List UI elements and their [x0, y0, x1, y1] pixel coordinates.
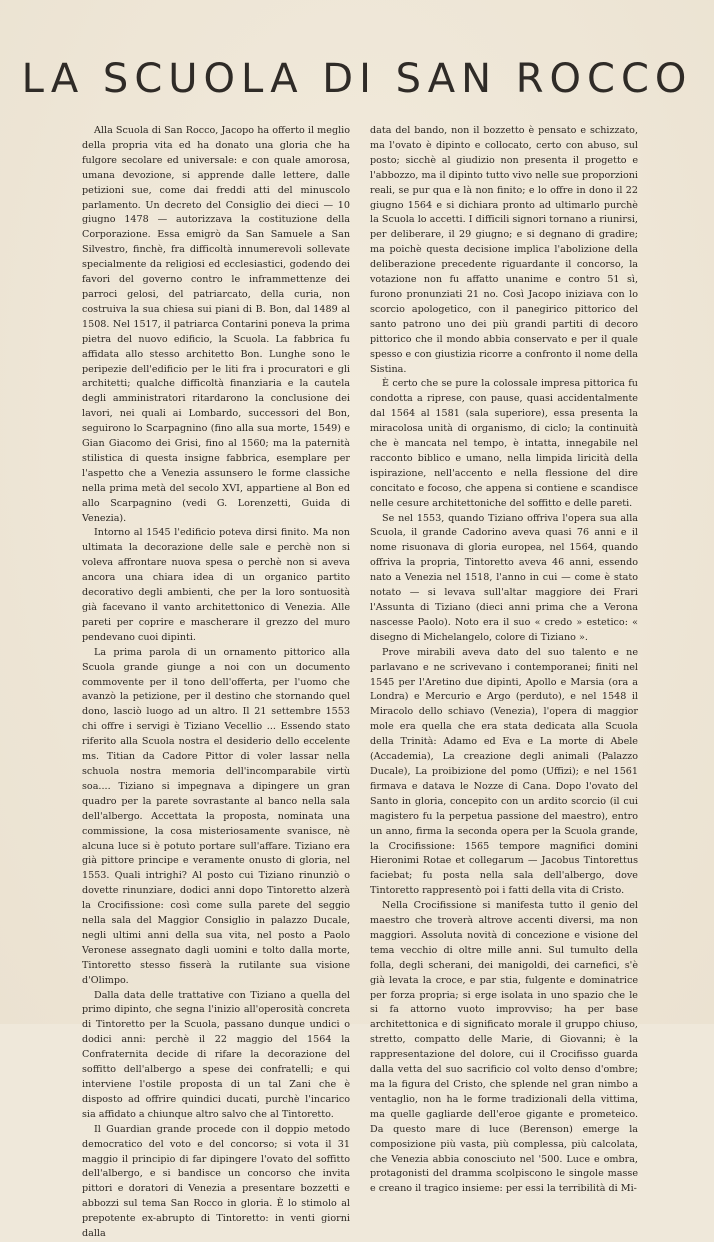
paragraph: Se nel 1553, quando Tiziano offriva l'opera sua alla Scuola, il grande Cadorino aveva quasi 76 anni e il nome risuonava di gloria europea, nel 1564, quando offriva la propria, Tintoretto aveva 46 anni, essendo nato a Venezia nel 1518, l'anno in cui — come è stato notato — si levava sull'altar maggiore dei Frari l'Assunta di Tiziano (dieci anni prima che a Verona nascesse Paolo). Noto era il suo « credo » estetico: « disegno di Michelangelo, colore di Tiziano ». [370, 512, 638, 643]
text-column-left [82, 124, 350, 1240]
paragraph: Alla Scuola di San Rocco, Jacopo ha offerto il meglio della propria vita ed ha donato una gloria che ha fulgore secolare ed universale: e con quale amorosa, umana devozione, si apprende dalle lettere, dalle petizioni sue, come dai freddi atti del minuscolo parlamento. Un decreto del Consiglio dei dieci — 10 giugno 1478 — autorizzava la costituzione della Corporazione. Essa emigrò da San Samuele a San Silvestro, finchè, fra difficoltà innumerevoli sollevate specialmente da religiosi ed ecclesiastici, godendo dei favori del governo contro le inframmettenze dei parroci gelosi, del patriarcato, della curia, non costruiva la sua chiesa sui piani di B. Bon, dal 1489 al 1508. Nel 1517, il patriarca Contarini poneva la prima pietra del nuovo edificio, la Scuola. La fabbrica fu affidata allo stesso architetto Bon. Lunghe sono le peripezie dell'edificio per le liti fra i procuratori e gli architetti; qualche difficoltà finanziaria e la cautela degli amministratori ritardarono la conclusione dei lavori, nei quali ai Lombardo, successori del Bon, seguirono lo Scarpagnino (fino alla sua morte, 1549) e Gian Giacomo dei Grisi, fino al 1560; ma la paternità stilistica di questa insigne fabbrica, esemplare per l'aspetto che a Venezia assunsero le forme classiche nella prima metà del secolo XVI, appartiene al Bon ed allo Scarpagnino (vedi G. Lorenzetti, Guida di Venezia). [82, 125, 350, 524]
paragraph: La prima parola di un ornamento pittorico alla Scuola grande giunge a noi con un documento commovente per il tono dell'offerta, per l'uomo che avanzò la petizione, per il destino che stornando quel dono, lasciò luogo ad un altro. Il 21 settembre 1553 chi offre i servigi è Tiziano Vecellio ... Essendo stato riferito alla Scuola nostra el desiderio dello eccelente ms. Titian da Cadore Pittor di voler lassar nella schuola nostra memoria dell'incomparabile virtù soa.... Tiziano si impegnava a dipingere un gran quadro per la parete sovrastante al banco nella sala dell'albergo. Accettata la proposta, nominata una commissione, la cosa misteriosamente svanisce, nè alcuna luce si è potuto portare sull'affare. Tiziano era già pittore principe e veramente onusto di gloria, nel 1553. Quali intrighi? Al posto cui Tiziano rinunziò o dovette rinunziare, dodici anni dopo Tintoretto alzerà la Crocifissione: così come sulla parete del seggio nella sala del Maggior Consiglio in palazzo Ducale, negli ultimi anni della sua vita, nel posto a Paolo Veronese assegnato dagli uomini e tolto dalla morte, Tintoretto stesso fisserà la rutilante sua visione d'Olimpo. [82, 646, 350, 986]
paragraph: data del bando, non il bozzetto è pensato e schizzato, ma l'ovato è dipinto e collocato, certo con abuso, sul posto; sicchè al giudizio non presenta il progetto e l'abbozzo, ma il dipinto tutto vivo nelle sue proporzioni reali, se pur qua e là non finito; e lo offre in dono il 22 giugno 1564 e si dichiara pronto ad ultimarlo purchè la Scuola lo accetti. I difficili signori tornano a riunirsi, per deliberare, il 29 giugno; e si degnano di gradire; ma poichè questa decisione implica l'abolizione della deliberazione precedente riguardante il concorso, la votazione non fu affatto unanime e contro 51 sì, furono pronunziati 21 no. Così Jacopo iniziava con lo scorcio apologetico, con il panegirico pittorico del santo patrono uno dei più grandi partiti di decoro pittorico che il mondo abbia conservato e per il quale spesso e con giustizia ricorre a confronto il nome della Sistina. [370, 125, 638, 375]
paragraph: Dalla data delle trattative con Tiziano a quella del primo dipinto, che segna l'inizio all'operosità concreta di Tintoretto per la Scuola, passano dunque undici o dodici anni: perchè il 22 maggio del 1564 la Confraternita decide di rifare la decorazione del soffitto dell'albergo a spese dei confratelli; e qui interviene l'ostile proposta di un tal Zani che è disposto ad offrire quindici ducati, purchè l'incarico sia affidato a chiunque altro salvo che al Tintoretto. [82, 989, 350, 1120]
paragraph: È certo che se pure la colossale impresa pittorica fu condotta a riprese, con pause, quasi accidentalmente dal 1564 al 1581 (sala superiore), essa presenta la miracolosa unità di organismo, di ciclo; la continuità che è mancata nel tempo, è intatta, innegabile nel racconto biblico e umano, nella limpida liricità della ispirazione, nell'accento e nella flessione del dire concitato e focoso, che appena si contiene e scandisce nelle cesure architettoniche del soffitto e delle pareti. [370, 378, 638, 509]
article-title: LA SCUOLA DI SAN ROCCO [21, 56, 693, 102]
paragraph: Nella Crocifissione si manifesta tutto il genio del maestro che troverà altrove accenti diversi, ma non maggiori. Assoluta novità di concezione e visione del tema vecchio di oltre mille anni. Sul tumulto della folla, degli scherani, dei manigoldi, dei carnefici, s'è già levata la croce, e par stia, fulgente e dominatrice per forza propria; si erge isolata in uno spazio che le si fa attorno vuoto improvviso; ha per base architettonica e di significato morale il gruppo chiuso, stretto, compatto delle Marie, di Giovanni; è la rappresentazione del dolore, cui il Crocifisso guarda dalla vetta del suo sacrificio col volto denso d'ombre; ma la figura del Cristo, che splende nel gran nimbo a ventaglio, non ha le forme tradizionali della vittima, ma quelle gagliarde dell'eroe gigante e prometeico. Da questo mare di luce (Berenson) emerge la composizione più vasta, più complessa, più calcolata, che Venezia abbia conosciuto nel '500. Luce e ombra, protagonisti del dramma scolpiscono le singole masse e creano il tragico insieme: per essi la terribilità di Mi- [370, 900, 638, 1195]
text-column-right [370, 124, 638, 1195]
paragraph: Prove mirabili aveva dato del suo talento e ne parlavano e ne scrivevano i contemporanei; finiti nel 1545 per l'Aretino due dipinti, Apollo e Marsia (ora a Londra) e Mercurio e Argo (perduto), e nel 1548 il Miracolo dello schiavo (Venezia), l'opera di maggior mole era quella che era stata dedicata alla Scuola della Trinità: Adamo ed Eva e La morte di Abele (Accademia), La creazione degli animali (Palazzo Ducale), La proibizione del pomo (Uffizi); e nel 1561 firmava e datava le Nozze di Cana. Dopo l'ovato del Santo in gloria, concepito con un ardito scorcio (il cui magistero fu la perpetua passione del maestro), entro un anno, firma la seconda opera per la Scuola grande, la Crocifissione: 1565 tempore magnifici domini Hieronimi Rotae et collegarum — Jacobus Tintorettus faciebat; fu posta nella sala dell'albergo, dove Tintoretto rappresentò poi i fatti della vita di Cristo. [370, 646, 638, 897]
paragraph: Il Guardian grande procede con il doppio metodo democratico del voto e del concorso; si vota il 31 maggio il principio di far dipingere l'ovato del soffitto dell'albergo, e si bandisce un concorso che invita pittori e doratori di Venezia a presentare bozzetti e abbozzi sul tema San Rocco in gloria. È lo stimolo al prepotente ex-abrupto di Tintoretto: in venti giorni dalla [82, 1123, 350, 1240]
paragraph: Intorno al 1545 l'edificio poteva dirsi finito. Ma non ultimata la decorazione delle sale e perchè non si voleva affrontare nuova spesa o perchè non si aveva ancora una chiara idea di un organico partito decorativo degli ambienti, che per la loro sontuosità già facevano il vanto architettonico di Venezia. Alle pareti per coprire e mascherare il grezzo del muro pendevano cuoi dipinti. [82, 527, 350, 643]
